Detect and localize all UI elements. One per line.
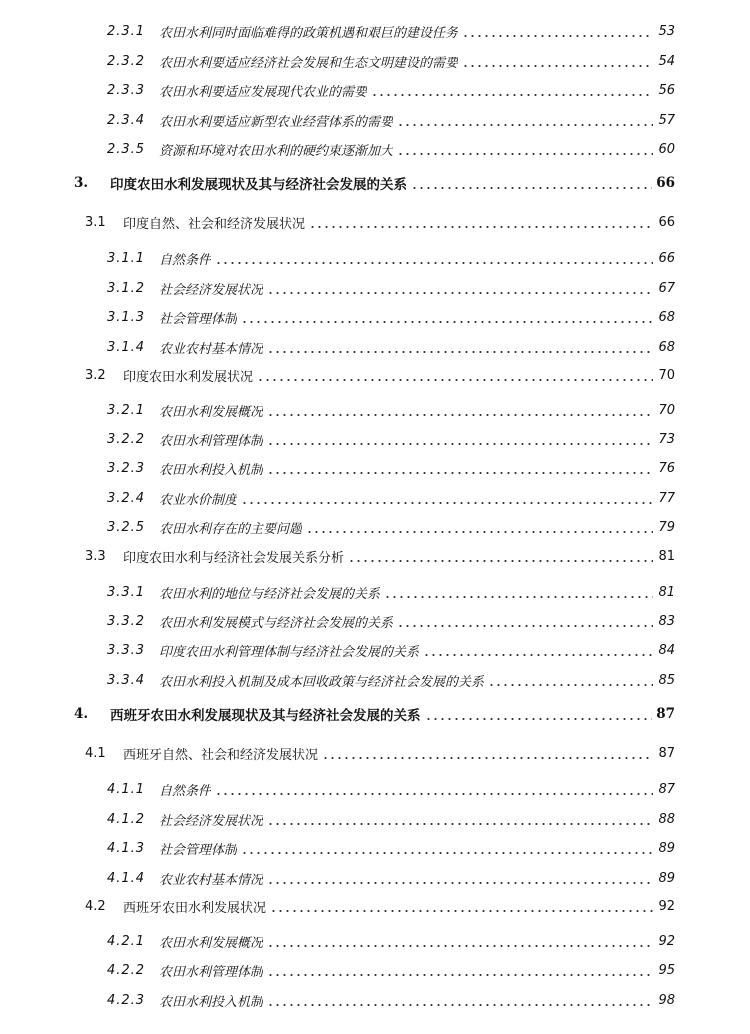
toc-entry-title: 农田水利存在的主要问题 xyxy=(159,521,303,537)
toc-entry-page-number: 81 xyxy=(658,584,675,600)
toc-entry-title: 农田水利要适应新型农业经营体系的需要 xyxy=(159,114,394,130)
toc-entry-number: 3. xyxy=(74,175,89,191)
toc-entry-title: 农田水利投入机制 xyxy=(159,462,264,478)
toc-entry-title: 西班牙农田水利发展状况 xyxy=(123,900,267,916)
toc-leader-dots xyxy=(462,58,653,68)
toc-entry-number: 3.3.3 xyxy=(107,642,146,658)
toc-leader-dots xyxy=(267,816,653,826)
toc-leader-dots xyxy=(270,903,653,913)
toc-entry-title: 印度农田水利管理体制与经济社会发展的关系 xyxy=(159,644,420,660)
toc-entry-page-number: 68 xyxy=(658,309,675,325)
toc-leader-dots xyxy=(267,967,653,977)
toc-entry-page-number: 88 xyxy=(658,811,675,827)
toc-entry-title: 农田水利发展概况 xyxy=(159,935,264,951)
toc-entry[interactable] xyxy=(107,668,675,692)
toc-entry-title: 印度自然、社会和经济发展状况 xyxy=(123,216,306,232)
toc-entry[interactable] xyxy=(107,486,675,510)
toc-entry-page-number: 79 xyxy=(658,519,675,535)
toc-entry[interactable] xyxy=(107,456,675,480)
toc-entry[interactable] xyxy=(107,836,675,860)
toc-leader-dots xyxy=(371,87,653,97)
toc-entry[interactable] xyxy=(107,638,675,662)
toc-entry-title: 自然条件 xyxy=(159,252,212,268)
toc-leader-dots xyxy=(241,314,653,324)
toc-entry-page-number: 68 xyxy=(658,339,675,355)
toc-entry-title: 社会经济发展状况 xyxy=(159,813,264,829)
toc-entry-page-number: 85 xyxy=(658,672,675,688)
toc-entry-number: 3.1.4 xyxy=(107,339,146,355)
toc-leader-dots xyxy=(267,285,653,295)
toc-leader-dots xyxy=(397,117,653,127)
toc-leader-dots xyxy=(267,465,653,475)
toc-entry-page-number: 77 xyxy=(658,490,675,506)
toc-entry-page-number: 67 xyxy=(658,280,675,296)
toc-entry-number: 3.1.1 xyxy=(107,250,146,266)
toc-leader-dots xyxy=(309,219,653,229)
toc-leader-dots xyxy=(384,589,653,599)
toc-entry-number: 4.1.4 xyxy=(107,870,146,886)
toc-entry[interactable] xyxy=(107,807,675,831)
toc-entry-number: 3.2.3 xyxy=(107,460,146,476)
toc-entry-title: 农田水利要适应经济社会发展和生态文明建设的需要 xyxy=(159,55,459,71)
toc-entry[interactable] xyxy=(107,19,675,43)
toc-entry[interactable] xyxy=(107,580,675,604)
toc-entry-page-number: 66 xyxy=(658,214,675,230)
toc-leader-dots xyxy=(267,407,653,417)
toc-entry-title: 农田水利要适应发展现代农业的需要 xyxy=(159,84,368,100)
toc-leader-dots xyxy=(425,711,653,721)
toc-entry-number: 4.2.3 xyxy=(107,992,146,1008)
toc-leader-dots xyxy=(306,524,653,534)
toc-entry-number: 4.1.3 xyxy=(107,840,146,856)
toc-entry[interactable] xyxy=(74,171,675,195)
toc-leader-dots xyxy=(267,997,653,1007)
toc-entry-page-number: 84 xyxy=(658,642,675,658)
toc-leader-dots xyxy=(348,553,653,563)
toc-entry-number: 4.1.1 xyxy=(107,781,146,797)
toc-leader-dots xyxy=(241,845,653,855)
toc-entry-title: 农业农村基本情况 xyxy=(159,341,264,357)
toc-leader-dots xyxy=(462,28,653,38)
toc-entry-title: 农田水利投入机制及成本回收政策与经济社会发展的关系 xyxy=(159,674,485,690)
toc-entry-number: 4.2 xyxy=(85,898,106,914)
toc-entry-page-number: 87 xyxy=(658,781,675,797)
toc-entry-number: 2.3.2 xyxy=(107,53,146,69)
toc-leader-dots xyxy=(215,786,653,796)
toc-entry-title: 农业农村基本情况 xyxy=(159,872,264,888)
toc-entry-page-number: 92 xyxy=(658,898,675,914)
toc-entry-title: 农田水利同时面临难得的政策机遇和艰巨的建设任务 xyxy=(159,25,459,41)
toc-entry[interactable] xyxy=(107,515,675,539)
toc-entry[interactable] xyxy=(74,702,675,726)
toc-entry-title: 社会经济发展状况 xyxy=(159,282,264,298)
toc-entry-title: 印度农田水利与经济社会发展关系分析 xyxy=(123,550,345,566)
toc-entry-title: 农业水价制度 xyxy=(159,492,238,508)
toc-entry[interactable] xyxy=(107,929,675,953)
toc-entry-number: 3.2.4 xyxy=(107,490,146,506)
toc-leader-dots xyxy=(397,146,653,156)
toc-entry-number: 3.3 xyxy=(85,548,106,564)
toc-leader-dots xyxy=(267,344,653,354)
toc-entry-page-number: 56 xyxy=(658,82,675,98)
toc-entry-number: 3.3.2 xyxy=(107,613,146,629)
toc-entry[interactable] xyxy=(107,777,675,801)
toc-entry-page-number: 70 xyxy=(658,367,675,383)
toc-entry-number: 3.1.3 xyxy=(107,309,146,325)
toc-entry-number: 3.3.1 xyxy=(107,584,146,600)
toc-entry-page-number: 83 xyxy=(658,613,675,629)
toc-entry[interactable] xyxy=(107,49,675,73)
toc-entry-number: 4.1.2 xyxy=(107,811,146,827)
toc-leader-dots xyxy=(397,618,653,628)
toc-entry-number: 3.2.2 xyxy=(107,431,146,447)
toc-entry[interactable] xyxy=(107,246,675,270)
toc-entry-number: 4.1 xyxy=(85,745,106,761)
toc-entry[interactable] xyxy=(107,958,675,982)
toc-entry[interactable] xyxy=(107,305,675,329)
toc-entry[interactable] xyxy=(85,741,675,765)
toc-entry[interactable] xyxy=(107,609,675,633)
toc-entry-title: 西班牙农田水利发展现状及其与经济社会发展的关系 xyxy=(110,708,421,724)
toc-entry[interactable] xyxy=(85,210,675,234)
toc-entry-page-number: 87 xyxy=(658,745,675,761)
toc-entry-title: 农田水利管理体制 xyxy=(159,964,264,980)
toc-entry-title: 印度农田水利发展状况 xyxy=(123,369,254,385)
toc-entry[interactable] xyxy=(107,866,675,890)
toc-entry[interactable] xyxy=(85,544,675,568)
toc-entry[interactable] xyxy=(107,988,675,1012)
toc-leader-dots xyxy=(241,495,653,505)
toc-entry-page-number: 95 xyxy=(658,962,675,978)
toc-entry-page-number: 66 xyxy=(656,175,675,191)
toc-leader-dots xyxy=(267,436,653,446)
toc-entry[interactable] xyxy=(107,335,675,359)
toc-leader-dots xyxy=(488,677,653,687)
toc-leader-dots xyxy=(322,750,653,760)
toc-entry-title: 社会管理体制 xyxy=(159,311,238,327)
toc-leader-dots xyxy=(411,180,652,190)
toc-entry-page-number: 89 xyxy=(658,840,675,856)
toc-entry-number: 3.1 xyxy=(85,214,106,230)
toc-entry-number: 2.3.4 xyxy=(107,112,146,128)
toc-entry-title: 农田水利投入机制 xyxy=(159,994,264,1010)
toc-leader-dots xyxy=(215,255,653,265)
toc-leader-dots xyxy=(267,875,653,885)
toc-entry[interactable] xyxy=(85,363,675,387)
toc-entry-number: 3.3.4 xyxy=(107,672,146,688)
toc-entry-number: 3.2.5 xyxy=(107,519,146,535)
toc-entry-number: 4. xyxy=(74,706,89,722)
toc-entry-number: 3.2.1 xyxy=(107,402,146,418)
toc-entry-number: 2.3.5 xyxy=(107,141,146,157)
toc-entry-title: 西班牙自然、社会和经济发展状况 xyxy=(123,747,319,763)
toc-entry-title: 印度农田水利发展现状及其与经济社会发展的关系 xyxy=(110,177,407,193)
toc-entry-page-number: 76 xyxy=(658,460,675,476)
toc-entry-title: 自然条件 xyxy=(159,783,212,799)
toc-entry[interactable] xyxy=(107,276,675,300)
toc-entry-title: 农田水利发展概况 xyxy=(159,404,264,420)
toc-entry-page-number: 70 xyxy=(658,402,675,418)
toc-entry-page-number: 81 xyxy=(658,548,675,564)
toc-leader-dots xyxy=(257,372,653,382)
toc-entry[interactable] xyxy=(107,427,675,451)
toc-entry-page-number: 98 xyxy=(658,992,675,1008)
toc-leader-dots xyxy=(423,647,653,657)
toc-entry-number: 4.2.1 xyxy=(107,933,146,949)
toc-entry-page-number: 57 xyxy=(658,112,675,128)
toc-entry-page-number: 92 xyxy=(658,933,675,949)
toc-entry-page-number: 73 xyxy=(658,431,675,447)
toc-entry[interactable] xyxy=(107,137,675,161)
toc-entry-title: 农田水利的地位与经济社会发展的关系 xyxy=(159,586,381,602)
toc-entry-number: 3.2 xyxy=(85,367,106,383)
toc-entry[interactable] xyxy=(85,894,675,918)
toc-entry-title: 农田水利发展模式与经济社会发展的关系 xyxy=(159,615,394,631)
toc-entry-page-number: 54 xyxy=(658,53,675,69)
toc-entry-number: 2.3.1 xyxy=(107,23,146,39)
toc-entry-title: 社会管理体制 xyxy=(159,842,238,858)
toc-entry-number: 4.2.2 xyxy=(107,962,146,978)
toc-entry-number: 3.1.2 xyxy=(107,280,146,296)
toc-entry[interactable] xyxy=(107,108,675,132)
toc-entry-page-number: 53 xyxy=(658,23,675,39)
toc-leader-dots xyxy=(267,938,653,948)
toc-entry-page-number: 66 xyxy=(658,250,675,266)
toc-entry-page-number: 60 xyxy=(658,141,675,157)
toc-entry[interactable] xyxy=(107,398,675,422)
toc-entry[interactable] xyxy=(107,78,675,102)
toc-entry-page-number: 87 xyxy=(656,706,675,722)
toc-entry-title: 农田水利管理体制 xyxy=(159,433,264,449)
toc-entry-number: 2.3.3 xyxy=(107,82,146,98)
toc-entry-title: 资源和环境对农田水利的硬约束逐渐加大 xyxy=(159,143,394,159)
toc-entry-page-number: 89 xyxy=(658,870,675,886)
